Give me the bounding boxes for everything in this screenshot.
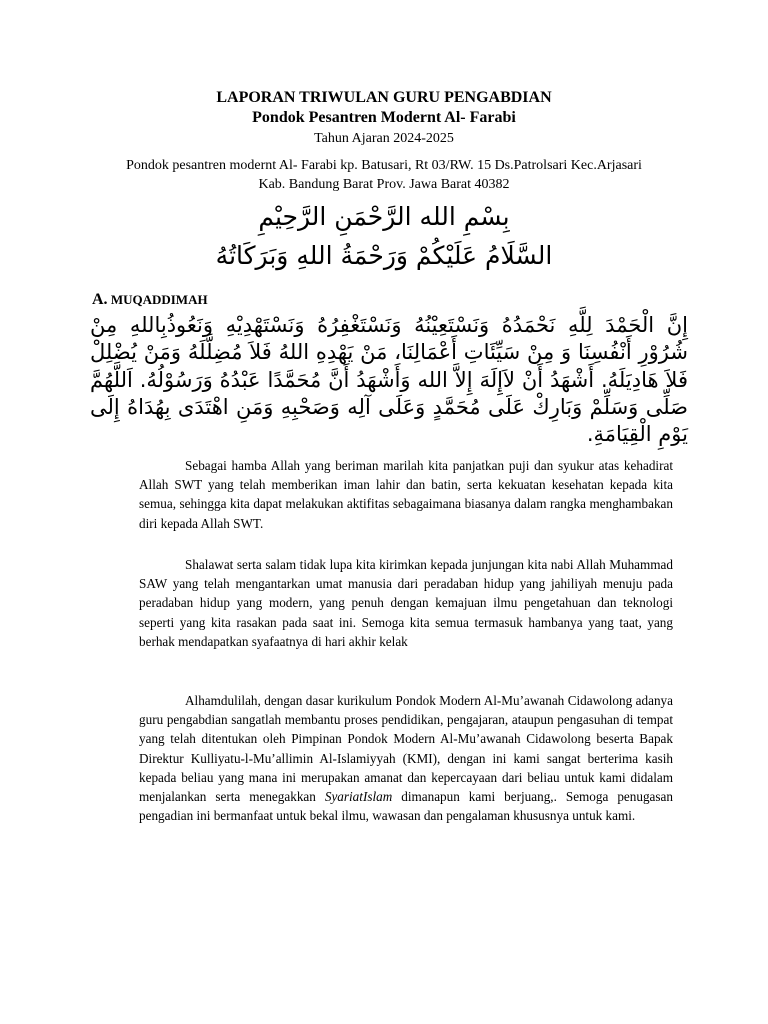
school-name: Pondok Pesantren Modernt Al- Farabi — [252, 109, 516, 126]
report-title: LAPORAN TRIWULAN GURU PENGABDIAN — [216, 89, 552, 106]
paragraph-text: dimanapun kami berjuang,. Semoga penugasan pengadian ini bermanfaat untuk bekal ilmu, wawasan dan pengalaman khususnya untuk kami. — [139, 789, 673, 824]
section-heading — [92, 290, 208, 310]
basmalah: بِسْمِ الله الرَّحْمَنِ الرَّحِيْمِ — [258, 202, 510, 231]
italic-term: SyariatIslam — [324, 789, 393, 805]
paragraph-text: Alhamdulilah, dengan dasar kurikulum Pondok Modern Al-Mu’awanah Cidawolong adanya guru pengabdian sangatlah membantu proses pendidikan, pengajaran, ataupun pengasuhan di tempat yang telah ditentukan oleh Pimpinan Pondok Modern Al-Mu’awanah Cidawolong beserta Bapak Direktur Kulliyatu-l-Mu’allimin Al-Islamiyyah (KMI), dengan ini kami sangat berterima kasih kepada beliau yang mana ini merupakan amanat dan kepercayaan dari beliau untuk kami didalam menjalankan serta menegakkan — [139, 693, 673, 805]
address-line-2: Kab. Bandung Barat Prov. Jawa Barat 40382 — [258, 177, 510, 192]
paragraph-shalawat: Shalawat serta salam tidak lupa kita kirimkan kepada junjungan kita nabi Allah Muhammad SAW yang telah mengantarkan umat manusia dari peradaban hidup yang jahiliyah menuju pada peradaban hidup yang modern, yang penuh dengan kemajuan ilmu pengetahuan dan teknologi seperti yang kita rasakan pada saat ini. Semoga kita semua termasuk hambanya yang taat, yang berhak mendapatkan syafaatnya di hari akhir kelak — [139, 557, 673, 649]
school-address — [90, 156, 678, 194]
salam-greeting: السَّلَامُ عَلَيْكُمْ وَرَحْمَةُ اللهِ وَبَرَكَاتُهُ — [215, 241, 553, 270]
arabic-muqaddimah: إِنَّ الْحَمْدَ لِلَّهِ نَحْمَدُهُ وَنَسْتَعِيْنُهُ وَنَسْتَغْفِرُهُ وَنَسْتَهْدِيْهِ وَنَعُوذُبِاللهِ مِنْ شُرُوْرِ أَنْفُسِنَا وَ مِنْ سَيِّئَاتِ أَعْمَالِنَا، مَنْ يَهْدِهِ اللهُ فَلاَ مُضِلَّلَهُ وَمَنْ يُضْلِلْ فَلاَ هَادِيَلَهُ. أَشْهَدُ أَنْ لاَإِلَهَ إِلاَّ الله وَأَشْهَدُ أَنَّ مُحَمَّدًا عَبْدُهُ وَرَسُوْلُهُ. اَللَّهُمَّ صَلِّى وَسَلِّمْ وَبَارِكْ عَلَى مُحَمَّدٍ وَعَلَى آلِه وَصَحْبِهِ وَمَنِ اهْتَدَى بِهُدَاهُ إِلَى يَوْمِ الْقِيَامَةِ. — [90, 313, 688, 447]
section-title: MUQADDIMAH — [110, 292, 208, 307]
paragraph-gratitude: Sebagai hamba Allah yang beriman marilah kita panjatkan puji dan syukur atas kehadirat Allah SWT yang telah memberikan iman lahir dan batin, serta kekuatan kesehatan kepada kita semua, sehingga kita dapat melakukan aktifitas sebagaimana biasanya dalam rangka menghambakan diri kepada Allah SWT. — [139, 458, 673, 531]
academic-year: Tahun Ajaran 2024-2025 — [314, 131, 454, 146]
paragraph-alhamdulilah — [139, 691, 673, 825]
section-letter: A. — [92, 291, 108, 308]
address-line-1: Pondok pesantren modernt Al- Farabi kp. Batusari, Rt 03/RW. 15 Ds.Patrolsari Kec.Arjasari — [126, 158, 642, 173]
